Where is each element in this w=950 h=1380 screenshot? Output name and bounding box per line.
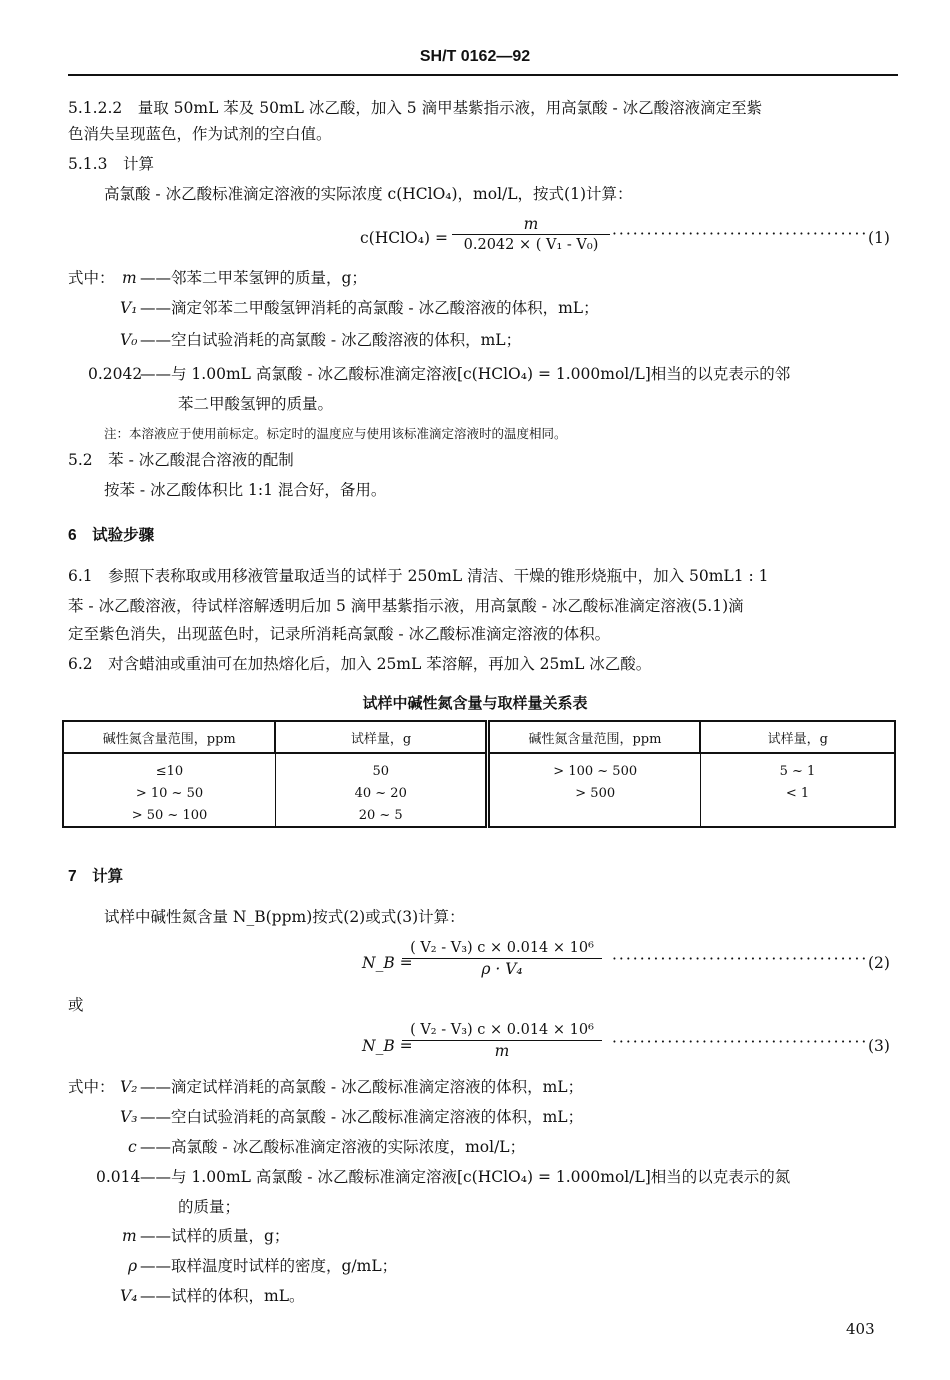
note-513: 注：本溶液应于使用前标定。标定时的温度应与使用该标准滴定溶液时的温度相同。: [104, 426, 567, 441]
var-v0-desc: ——空白试验消耗的高氯酸 - 冰乙酸溶液的体积，mL；: [140, 331, 522, 349]
s5122-line1: 5.1.2.2 量取 50mL 苯及 50mL 冰乙酸，加入 5 滴甲基紫指示液，用高氯酸 - 冰乙酸溶液滴定至紫: [68, 99, 763, 117]
table-cell: [488, 804, 700, 827]
table-row: [63, 782, 895, 804]
const-0014-desc2: 的质量；: [178, 1198, 241, 1216]
var-v3-desc: ——空白试验消耗的高氯酸 - 冰乙酸标准滴定溶液的体积，mL；: [140, 1108, 584, 1126]
where-label-2: 式中：: [68, 1078, 115, 1096]
formula1-denominator: 0.2042 × ( V₁ - V₀): [452, 234, 610, 255]
s61-line1: 6.1 参照下表称取或用移液管量取适当的试样于 250mL 清洁、干燥的锥形烧瓶中，加入 50mL1 : 1: [68, 567, 769, 585]
var-c-sym: c: [128, 1138, 137, 1156]
table-cell: 5 ~ 1: [700, 753, 895, 782]
table-cell: > 100 ~ 500: [488, 753, 700, 782]
var-v1-desc: ——滴定邻苯二甲酸氢钾消耗的高氯酸 - 冰乙酸溶液的体积，mL；: [140, 299, 599, 317]
table-row: [63, 753, 895, 782]
formula3-leader: ·····································: [612, 1033, 869, 1051]
s513-heading: 5.1.3 计算: [68, 155, 154, 173]
var-v2-desc: ——滴定试样消耗的高氯酸 - 冰乙酸标准滴定溶液的体积，mL；: [140, 1078, 584, 1096]
s6-heading: 6 试验步骤: [68, 527, 155, 544]
sample-size-table: [62, 720, 896, 828]
const-02042-desc1: ——与 1.00mL 高氯酸 - 冰乙酸标准滴定溶液[c(HClO₄) = 1.000mol/L]相当的以克表示的邻: [140, 365, 791, 383]
table-cell: > 500: [488, 782, 700, 804]
document-code: SH/T 0162—92: [419, 48, 531, 65]
var-c-desc: ——高氯酸 - 冰乙酸标准滴定溶液的实际浓度，mol/L；: [140, 1138, 526, 1156]
s52-heading: 5.2 苯 - 冰乙酸混合溶液的配制: [68, 451, 294, 469]
formula2-lhs: N_B =: [362, 954, 413, 972]
var-v2-sym: V₂: [120, 1078, 138, 1096]
const-02042-sym: 0.2042: [88, 365, 143, 383]
formula2-fraction: [402, 938, 602, 979]
formula1-fraction: [452, 214, 610, 255]
var-rho-sym: ρ: [128, 1257, 138, 1275]
formula3-denominator: m: [402, 1040, 602, 1061]
header-rule: [68, 74, 898, 76]
var-m2-desc: ——试样的质量，g；: [140, 1227, 290, 1245]
formula3-lhs: N_B =: [362, 1037, 413, 1055]
var-v4-desc: ——试样的体积，mL。: [140, 1287, 305, 1305]
or-label: 或: [68, 996, 84, 1014]
var-m-desc: ——邻苯二甲苯氢钾的质量，g；: [140, 269, 367, 287]
var-v3-sym: V₃: [120, 1108, 138, 1126]
table-cell: 50: [275, 753, 487, 782]
formula1-numerator: m: [523, 215, 539, 233]
s61-line2: 苯 - 冰乙酸溶液，待试样溶解透明后加 5 滴甲基紫指示液，用高氯酸 - 冰乙酸标准滴定溶液(5.1)滴: [68, 597, 744, 615]
s61-line3: 定至紫色消失，出现蓝色时，记录所消耗高氯酸 - 冰乙酸标准滴定溶液的体积。: [68, 625, 611, 643]
formula1-number: (1): [868, 229, 890, 247]
const-0014-sym: 0.014: [96, 1168, 141, 1186]
table-cell: 20 ~ 5: [275, 804, 487, 827]
table-header-cell: 试样量，g: [700, 721, 895, 753]
formula2-denominator: ρ · V₄: [402, 958, 602, 979]
table-title: 试样中碱性氮含量与取样量关系表: [362, 694, 588, 712]
var-v1-sym: V₁: [120, 299, 138, 317]
formula3-numerator: ( V₂ - V₃) c × 0.014 × 10⁶: [410, 1022, 594, 1038]
s7-heading: 7 计算: [68, 868, 124, 885]
var-v0-sym: V₀: [120, 331, 138, 349]
const-0014-desc1: ——与 1.00mL 高氯酸 - 冰乙酸标准滴定溶液[c(HClO₄) = 1.000mol/L]相当的以克表示的氮: [140, 1168, 791, 1186]
s7-intro: 试样中碱性氮含量 N_B(ppm)按式(2)或式(3)计算：: [104, 908, 465, 926]
var-m2-sym: m: [122, 1227, 137, 1245]
s513-intro: 高氯酸 - 冰乙酸标准滴定溶液的实际浓度 c(HClO₄)，mol/L，按式(1)计算：: [104, 185, 633, 203]
formula2-numerator: ( V₂ - V₃) c × 0.014 × 10⁶: [410, 940, 594, 956]
const-02042-desc2: 苯二甲酸氢钾的质量。: [178, 395, 334, 413]
var-rho-desc: ——取样温度时试样的密度，g/mL；: [140, 1257, 398, 1275]
table-cell: > 10 ~ 50: [63, 782, 275, 804]
table-cell: > 50 ~ 100: [63, 804, 275, 827]
var-v4-sym: V₄: [120, 1287, 138, 1305]
formula2-number: (2): [868, 954, 890, 972]
var-m-sym: m: [122, 269, 137, 287]
formula2-leader: ·····································: [612, 950, 869, 968]
s52-text: 按苯 - 冰乙酸体积比 1:1 混合好，备用。: [104, 481, 387, 499]
table-header-cell: 碱性氮含量范围，ppm: [488, 721, 700, 753]
s62-text: 6.2 对含蜡油或重油可在加热熔化后，加入 25mL 苯溶解，再加入 25mL 冰乙酸。: [68, 655, 652, 673]
formula1-leader: ·····································: [612, 225, 869, 243]
formula3-fraction: [402, 1020, 602, 1061]
s5122-line2: 色消失呈现蓝色，作为试剂的空白值。: [68, 125, 332, 143]
table-header-cell: 试样量，g: [275, 721, 487, 753]
table-cell: ≤10: [63, 753, 275, 782]
formula1-lhs: c(HClO₄) =: [360, 229, 448, 247]
where-label-1: 式中：: [68, 269, 115, 287]
table-header-row: [63, 721, 895, 753]
table-row: [63, 804, 895, 827]
table-cell: 40 ~ 20: [275, 782, 487, 804]
table-cell: [700, 804, 895, 827]
page-number: 403: [846, 1320, 875, 1338]
table-cell: < 1: [700, 782, 895, 804]
table-header-cell: 碱性氮含量范围，ppm: [63, 721, 275, 753]
formula3-number: (3): [868, 1037, 890, 1055]
